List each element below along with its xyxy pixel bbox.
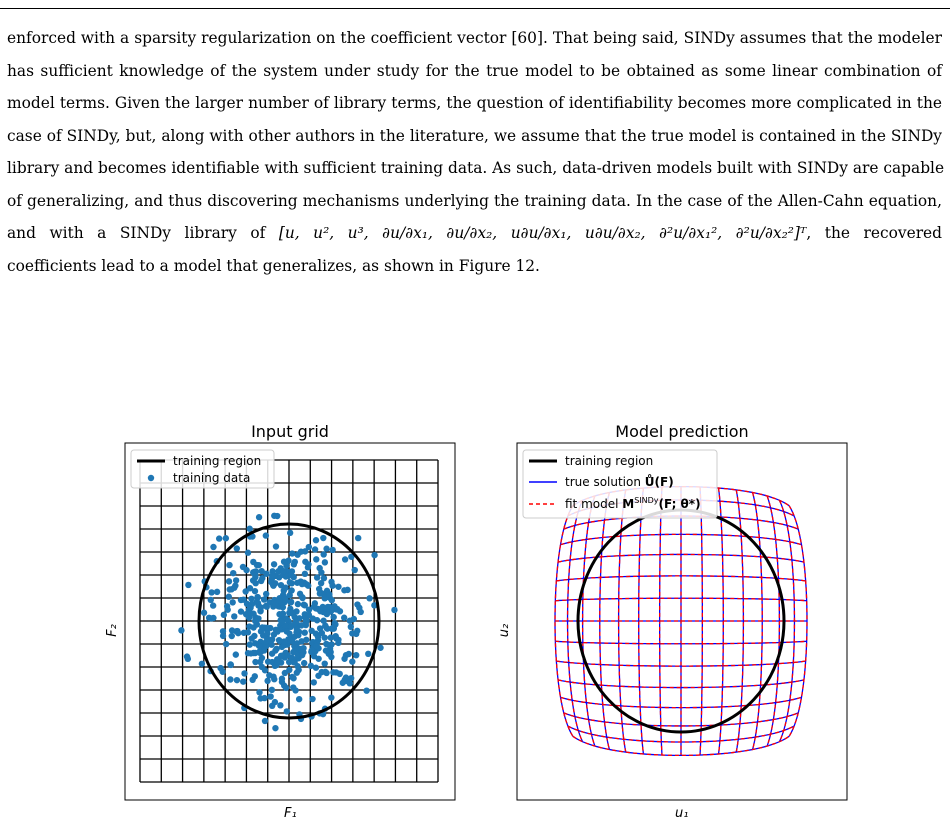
training-data-point — [228, 662, 234, 668]
training-data-point — [354, 628, 360, 634]
training-data-point — [272, 725, 278, 731]
training-data-point — [323, 625, 329, 631]
training-data-point — [365, 651, 371, 657]
training-data-point — [279, 676, 285, 682]
training-data-point — [219, 669, 225, 675]
training-data-point — [263, 638, 269, 644]
paragraph-line: library and becomes identifiable with sufficient training data. As such, data-driven models built with SINDy are capable — [7, 159, 945, 177]
training-data-point — [259, 624, 265, 630]
legend-label-training-region: training region — [565, 454, 654, 468]
training-data-point — [229, 633, 235, 639]
training-data-point — [273, 543, 279, 549]
training-data-point — [347, 680, 353, 686]
legend-label-training-data: training data — [173, 471, 251, 485]
training-data-point — [288, 599, 294, 605]
training-data-point — [330, 614, 336, 620]
library-prefix: and with a SINDy library of — [7, 224, 279, 242]
training-data-point — [243, 567, 249, 573]
training-data-point — [269, 703, 275, 709]
training-data-point — [341, 615, 347, 621]
training-data-point — [281, 638, 287, 644]
training-data-point — [343, 674, 349, 680]
training-data-point — [287, 592, 293, 598]
training-data-point — [315, 673, 321, 679]
training-data-point — [226, 562, 232, 568]
training-data-point — [287, 530, 293, 536]
training-data-point — [266, 672, 272, 678]
training-data-point — [355, 535, 361, 541]
training-data-point — [262, 718, 268, 724]
training-data-point — [295, 601, 301, 607]
training-data-point — [246, 623, 252, 629]
training-data-point — [208, 589, 214, 595]
training-data-point — [328, 694, 334, 700]
training-data-point — [231, 584, 237, 590]
training-data-point — [299, 652, 305, 658]
training-data-point — [363, 687, 369, 693]
training-data-point — [276, 598, 282, 604]
paragraph-line: case of SINDy, but, along with other authors in the literature, we assume that the true model is contained in the SINDy — [7, 126, 942, 145]
training-data-point — [263, 603, 269, 609]
right-ylabel: u₂ — [497, 623, 513, 638]
training-data-point — [289, 550, 295, 556]
training-data-point — [262, 667, 268, 673]
training-data-point — [298, 622, 304, 628]
training-data-point — [281, 682, 287, 688]
training-data-point — [321, 575, 327, 581]
training-data-point — [240, 678, 246, 684]
legend-label-fit-model: fit model $M^{SINDy}(F$; θ*) — [565, 496, 701, 511]
training-data-point — [314, 574, 320, 580]
training-data-point — [278, 619, 284, 625]
training-data-point — [288, 572, 294, 578]
training-data-point — [250, 611, 256, 617]
training-data-point — [302, 559, 308, 565]
training-data-point — [334, 606, 340, 612]
training-data-point — [287, 637, 293, 643]
training-data-point — [323, 647, 329, 653]
training-data-point — [309, 647, 315, 653]
training-data-point — [309, 696, 315, 702]
training-data-point — [337, 671, 343, 677]
training-data-point — [261, 695, 267, 701]
training-data-point — [311, 679, 317, 685]
training-data-point — [303, 617, 309, 623]
training-data-point — [256, 514, 262, 520]
training-data-point — [210, 544, 216, 550]
paragraph-line: has sufficient knowledge of the system under study for the true model to be obtained as some linear combination of — [7, 61, 942, 80]
training-data-point — [245, 550, 251, 556]
training-data-point — [347, 617, 353, 623]
input-grid-plot — [0, 410, 950, 826]
training-data-point — [252, 618, 258, 624]
training-data-point — [223, 641, 229, 647]
training-data-point — [312, 546, 318, 552]
training-data-point — [344, 587, 350, 593]
training-data-point — [281, 558, 287, 564]
training-data-point — [252, 588, 258, 594]
training-data-point — [329, 597, 335, 603]
training-data-point — [221, 612, 227, 618]
training-data-point — [286, 630, 292, 636]
training-data-point — [263, 532, 269, 538]
training-data-point — [264, 630, 270, 636]
training-data-point — [269, 687, 275, 693]
training-data-point — [294, 552, 300, 558]
training-data-point — [326, 591, 332, 597]
training-data-point — [314, 617, 320, 623]
training-data-point — [322, 660, 328, 666]
training-data-point — [313, 643, 319, 649]
training-data-point — [320, 604, 326, 610]
legend-label-true-solution: true solution Ů(F) — [565, 475, 674, 489]
training-data-point — [264, 678, 270, 684]
training-data-point — [348, 624, 354, 630]
training-data-point — [320, 535, 326, 541]
training-data-point — [290, 675, 296, 681]
training-data-point — [210, 602, 216, 608]
training-data-point — [306, 612, 312, 618]
training-data-point — [319, 630, 325, 636]
training-data-point — [322, 669, 328, 675]
training-data-point — [242, 588, 248, 594]
left-plot-title: Input grid — [251, 422, 329, 441]
training-data-point — [235, 630, 241, 636]
training-data-point — [298, 578, 304, 584]
training-data-point — [252, 572, 258, 578]
top-rule — [0, 8, 950, 9]
training-data-point — [272, 647, 278, 653]
training-data-point — [241, 630, 247, 636]
training-data-point — [299, 594, 305, 600]
training-data-point — [305, 583, 311, 589]
paragraph-line: enforced with a sparsity regularization on the coefficient vector [60]. That being said, SINDy assumes that the modeler — [7, 29, 942, 47]
training-data-point — [231, 613, 237, 619]
training-data-point — [294, 670, 300, 676]
training-data-point — [256, 689, 262, 695]
body-paragraph — [7, 22, 945, 282]
figure-12 — [0, 410, 950, 826]
training-data-point — [185, 656, 191, 662]
training-data-point — [214, 589, 220, 595]
paragraph-line: of generalizing, and thus discovering mechanisms underlying the training data. In the case of the Allen-Cahn equation, — [7, 191, 942, 210]
training-data-point — [185, 582, 191, 588]
training-data-point — [284, 708, 290, 714]
training-data-point — [271, 513, 277, 519]
training-data-point — [313, 665, 319, 671]
training-data-point — [292, 687, 298, 693]
training-data-point — [346, 651, 352, 657]
training-data-point — [342, 556, 348, 562]
training-data-point — [248, 596, 254, 602]
training-data-point — [280, 604, 286, 610]
training-data-point — [244, 601, 250, 607]
training-data-point — [352, 567, 358, 573]
training-data-point — [230, 570, 236, 576]
training-data-point — [261, 596, 267, 602]
training-data-point — [302, 571, 308, 577]
training-data-point — [391, 607, 397, 613]
training-data-point — [274, 658, 280, 664]
training-data-point — [259, 575, 265, 581]
training-data-point — [230, 599, 236, 605]
training-data-point — [287, 579, 293, 585]
training-data-point — [302, 629, 308, 635]
training-data-point — [305, 564, 311, 570]
training-data-point — [377, 645, 383, 651]
training-data-point — [280, 610, 286, 616]
training-data-point — [248, 650, 254, 656]
training-data-point — [270, 583, 276, 589]
training-data-point — [353, 652, 359, 658]
training-data-point — [296, 696, 302, 702]
training-data-point — [233, 577, 239, 583]
left-ylabel: F₂ — [104, 624, 120, 637]
paragraph-line: coefficients lead to a model that generalizes, as shown in Figure 12. — [7, 256, 540, 275]
training-data-point — [294, 645, 300, 651]
training-data-point — [206, 615, 212, 621]
training-data-point — [227, 676, 233, 682]
training-data-point — [291, 561, 297, 567]
training-data-point — [286, 667, 292, 673]
library-suffix: , the recovered — [806, 224, 943, 242]
training-data-point — [287, 610, 293, 616]
training-data-point — [311, 604, 317, 610]
training-data-point — [254, 562, 260, 568]
training-data-point — [318, 569, 324, 575]
training-data-point — [329, 582, 335, 588]
training-data-point — [220, 633, 226, 639]
training-data-point — [371, 552, 377, 558]
training-data-point — [252, 659, 258, 665]
training-data-point — [366, 595, 372, 601]
right-xlabel: u₁ — [675, 806, 689, 821]
training-data-point — [226, 594, 232, 600]
training-data-point — [199, 661, 205, 667]
training-data-point — [323, 546, 329, 552]
training-data-point — [258, 649, 264, 655]
training-data-point — [335, 637, 341, 643]
training-data-point — [303, 637, 309, 643]
training-data-point — [302, 548, 308, 554]
paragraph-line: model terms. Given the larger number of library terms, the question of identifiability becomes more complicated in the — [7, 94, 942, 112]
training-data-point — [277, 702, 283, 708]
training-data-point — [313, 556, 319, 562]
training-data-point — [356, 605, 362, 611]
training-data-point — [349, 658, 355, 664]
training-data-point — [224, 607, 230, 613]
training-data-point — [322, 559, 328, 565]
training-data-point — [226, 578, 232, 584]
paragraph-line-library — [7, 217, 942, 250]
training-data-point — [316, 586, 322, 592]
training-data-point — [320, 618, 326, 624]
training-data-point — [282, 585, 288, 591]
training-data-point — [293, 629, 299, 635]
training-data-point — [178, 627, 184, 633]
training-data-point — [263, 591, 269, 597]
training-data-point — [233, 651, 239, 657]
training-data-point — [311, 653, 317, 659]
training-data-point — [201, 610, 207, 616]
training-data-point — [234, 677, 240, 683]
training-data-point — [249, 677, 255, 683]
training-data-point — [335, 584, 341, 590]
right-plot-title: Model prediction — [615, 422, 749, 441]
training-data-point — [329, 547, 335, 553]
training-data-point — [302, 602, 308, 608]
training-data-point — [330, 669, 336, 675]
training-data-point — [273, 627, 279, 633]
training-data-point — [271, 561, 277, 567]
training-data-point — [208, 597, 214, 603]
training-data-point — [223, 535, 229, 541]
legend-label-training-region: training region — [173, 454, 262, 468]
library-math: [u, u², u³, ∂u/∂x₁, ∂u/∂x₂, u∂u/∂x₁, u∂u/∂x₂, ∂²u/∂x₁², ∂²u/∂x₂²]ᵀ — [278, 224, 807, 242]
training-data-point — [247, 641, 253, 647]
training-data-point — [320, 551, 326, 557]
training-data-point — [216, 535, 222, 541]
training-data-point — [259, 568, 265, 574]
training-data-point — [313, 537, 319, 543]
training-data-point — [252, 640, 258, 646]
training-data-point — [330, 624, 336, 630]
training-data-point — [269, 573, 275, 579]
training-data-point — [241, 670, 247, 676]
legend-marker-training-data — [148, 475, 154, 481]
left-xlabel: F₁ — [284, 806, 297, 821]
training-data-point — [301, 660, 307, 666]
training-data-point — [290, 659, 296, 665]
training-data-point — [267, 693, 273, 699]
training-data-point — [280, 568, 286, 574]
training-data-point — [234, 545, 240, 551]
training-data-point — [229, 627, 235, 633]
